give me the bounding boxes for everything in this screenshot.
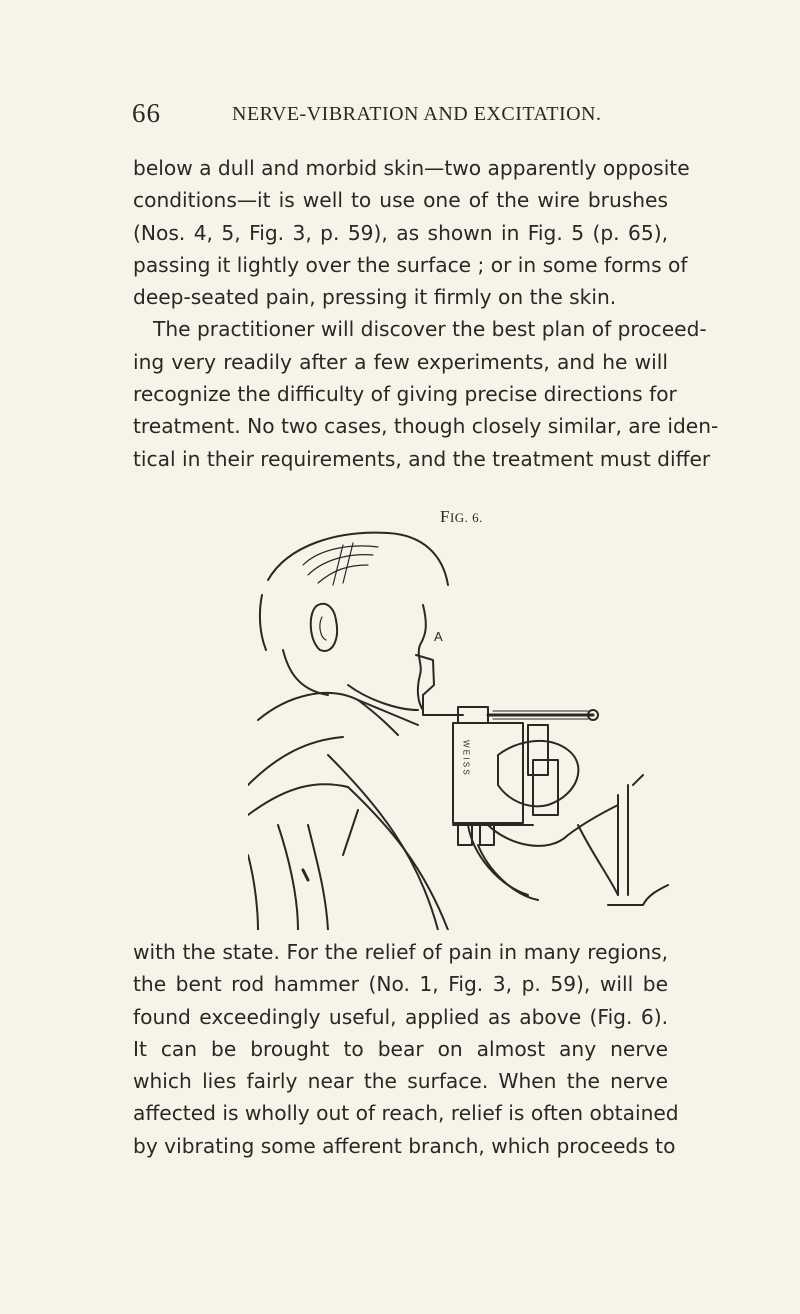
figure-illustration <box>248 525 688 930</box>
text-line: The practitioner will discover the best plan of proceed- <box>153 317 707 342</box>
figure-caption: FIG. 6. <box>440 507 483 526</box>
device-brand-label: W E I S S <box>461 740 471 775</box>
text-line: below a dull and morbid skin—two apparently opposite <box>133 156 690 180</box>
text-line: found exceedingly useful, applied as above (Fig. 6). <box>133 1004 668 1029</box>
text-line: which lies fairly near the surface. When the nerve <box>133 1069 668 1094</box>
text-line: by vibrating some afferent branch, which proceeds to <box>133 1133 676 1158</box>
running-head: NERVE-VIBRATION AND EXCITATION. <box>232 103 602 125</box>
text-line: affected is wholly out of reach, relief is often obtained <box>133 1101 679 1126</box>
text-line: conditions—it is well to use one of the wire brushes <box>133 188 668 213</box>
text-line: It can be brought to bear on almost any nerve <box>133 1036 668 1061</box>
text-line: ing very readily after a few experiments, and he will <box>133 349 668 374</box>
page-header <box>132 98 652 134</box>
text-line: the bent rod hammer (No. 1, Fig. 3, p. 59), will be <box>133 972 668 997</box>
paragraph-top <box>133 152 719 475</box>
text-line: with the state. For the relief of pain in many regions, <box>133 940 668 964</box>
paragraph-bottom <box>133 936 679 1162</box>
text-line: treatment. No two cases, though closely similar, are iden- <box>133 414 719 439</box>
page-number: 66 <box>132 98 161 128</box>
text-line: recognize the difficulty of giving precise directions for <box>133 382 677 407</box>
text-line: (Nos. 4, 5, Fig. 3, p. 59), as shown in Fig. 5 (p. 65), <box>133 220 668 245</box>
percussion-treatment-illustration <box>248 525 688 930</box>
text-line: tical in their requirements, and the treatment must differ <box>133 446 711 471</box>
label-a: A <box>434 629 443 644</box>
text-line: passing it lightly over the surface ; or in some forms of <box>133 252 688 277</box>
text-line: deep-seated pain, pressing it firmly on the skin. <box>133 285 617 310</box>
